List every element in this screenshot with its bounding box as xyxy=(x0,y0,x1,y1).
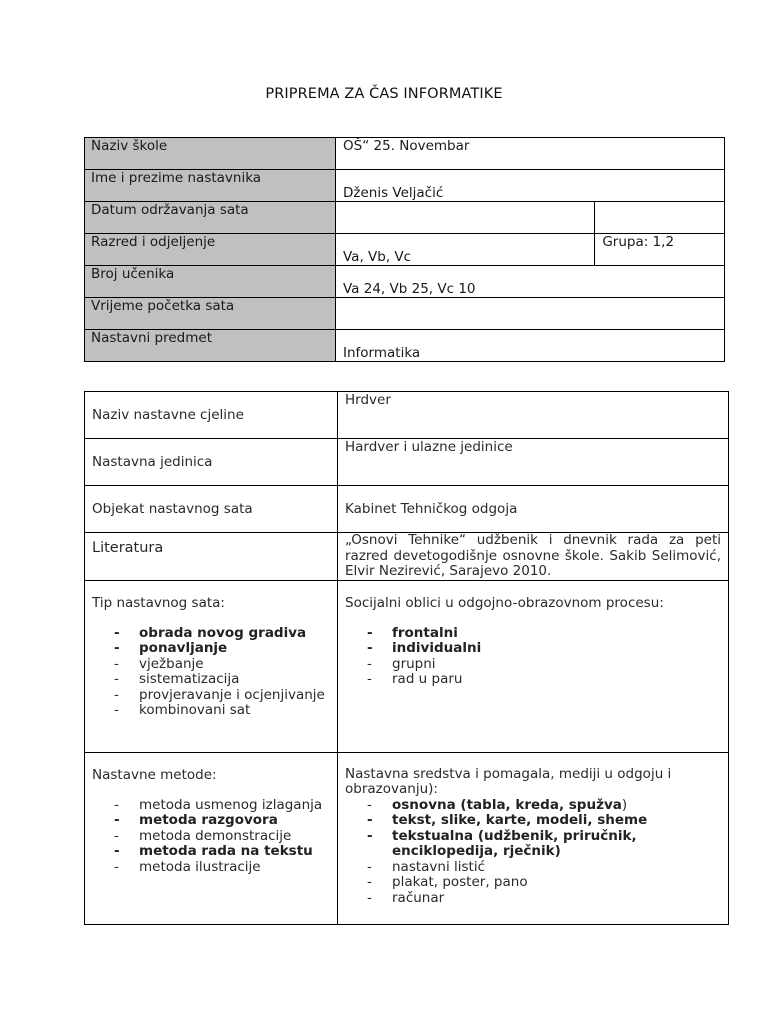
broj-label: Broj učenika xyxy=(85,266,336,298)
tip-cell xyxy=(85,580,338,752)
broj-value: Va 24, Vb 25, Vc 10 xyxy=(343,281,476,297)
list-item: - grupni xyxy=(345,657,721,673)
table-row xyxy=(85,170,725,202)
list-item: - plakat, poster, pano xyxy=(345,875,721,891)
objekat-label: Objekat nastavnog sata xyxy=(85,486,338,533)
tip-label: Tip nastavnog sata: xyxy=(92,594,225,611)
table-row xyxy=(85,330,725,362)
literatura-value[interactable]: „Osnovi Tehnike“ udžbenik i dnevnik rada za peti razred devetogodišnje osnovne škole. Sakib Selimović, Elvir Nezirević, Sarajevo 2010. xyxy=(338,533,729,581)
list-item: - metoda ilustracije xyxy=(92,860,330,876)
list-item: - sistematizacija xyxy=(92,672,330,688)
list-item: - obrada novog gradiva xyxy=(92,626,330,642)
razred-cell[interactable] xyxy=(336,234,595,266)
list-item: - računar xyxy=(345,891,721,907)
list-item: - metoda demonstracije xyxy=(92,829,330,845)
list-item: - metoda razgovora xyxy=(92,813,330,829)
sredstva-item-suffix: ) xyxy=(621,796,628,813)
sredstva-item-text: osnovna (tabla, kreda, spužva xyxy=(392,796,622,813)
oblici-cell xyxy=(338,580,729,752)
table-row xyxy=(85,234,725,266)
list-item: - rad u paru xyxy=(345,672,721,688)
table-row xyxy=(85,439,729,486)
nastavnik-value: Dženis Veljačić xyxy=(343,185,444,201)
metode-list xyxy=(92,798,330,876)
predmet-label: Nastavni predmet xyxy=(85,330,336,362)
objekat-value[interactable]: Kabinet Tehničkog odgoja xyxy=(338,486,729,533)
list-item: - tekstualna (udžbenik, priručnik, enciklopedija, rječnik) xyxy=(345,829,721,860)
broj-cell[interactable] xyxy=(336,266,725,298)
table-row xyxy=(85,752,729,924)
sredstva-list xyxy=(345,798,721,907)
skola-value: OŠ“ 25. Novembar xyxy=(343,138,470,154)
table-row xyxy=(85,202,725,234)
sredstva-cell xyxy=(338,752,729,924)
table-row xyxy=(85,298,725,330)
table-row xyxy=(85,392,729,439)
datum-label: Datum održavanja sata xyxy=(85,202,336,234)
list-item: - kombinovani sat xyxy=(92,703,330,719)
list-item: - nastavni listić xyxy=(345,860,721,876)
page-title: PRIPREMA ZA ČAS INFORMATIKE xyxy=(265,86,503,102)
skola-cell[interactable] xyxy=(336,138,725,170)
razred-value: Va, Vb, Vc xyxy=(343,249,412,265)
metode-label: Nastavne metode: xyxy=(92,766,217,783)
cjelina-label: Naziv nastavne cjeline xyxy=(85,392,338,439)
grupa-value: Grupa: 1,2 xyxy=(602,234,675,250)
grupa-cell[interactable] xyxy=(595,234,725,266)
list-item xyxy=(345,798,721,814)
table-row xyxy=(85,138,725,170)
cjelina-value[interactable]: Hrdver xyxy=(338,392,729,439)
sredstva-label: Nastavna sredstva i pomagala, mediji u odgoju i obrazovanju): xyxy=(345,765,672,797)
nastavnik-label: Ime i prezime nastavnika xyxy=(85,170,336,202)
info-table xyxy=(84,137,725,362)
tip-list xyxy=(92,626,330,719)
list-item: - ponavljanje xyxy=(92,641,330,657)
metode-cell xyxy=(85,752,338,924)
oblici-list xyxy=(345,626,721,688)
predmet-cell[interactable] xyxy=(336,330,725,362)
datum-cell-2[interactable] xyxy=(595,202,725,234)
list-item: - provjeravanje i ocjenjivanje xyxy=(92,688,330,704)
razred-label: Razred i odjeljenje xyxy=(85,234,336,266)
jedinica-value[interactable]: Hardver i ulazne jedinice xyxy=(338,439,729,486)
nastavnik-cell[interactable] xyxy=(336,170,725,202)
predmet-value: Informatika xyxy=(343,345,421,361)
vrijeme-label: Vrijeme početka sata xyxy=(85,298,336,330)
list-item: - metoda usmenog izlaganja xyxy=(92,798,330,814)
list-item: - metoda rada na tekstu xyxy=(92,844,330,860)
table-row xyxy=(85,486,729,533)
list-item: - vježbanje xyxy=(92,657,330,673)
list-item: - frontalni xyxy=(345,626,721,642)
list-item: - tekst, slike, karte, modeli, sheme xyxy=(345,813,721,829)
skola-label: Naziv škole xyxy=(85,138,336,170)
table-row xyxy=(85,533,729,581)
oblici-label: Socijalni oblici u odgojno-obrazovnom procesu: xyxy=(345,594,664,611)
datum-cell[interactable] xyxy=(336,202,595,234)
vrijeme-cell[interactable] xyxy=(336,298,725,330)
jedinica-label: Nastavna jedinica xyxy=(85,439,338,486)
table-row xyxy=(85,266,725,298)
list-item: - individualni xyxy=(345,641,721,657)
literatura-label: Literatura xyxy=(85,533,338,581)
table-row xyxy=(85,580,729,752)
lesson-table xyxy=(84,391,729,925)
